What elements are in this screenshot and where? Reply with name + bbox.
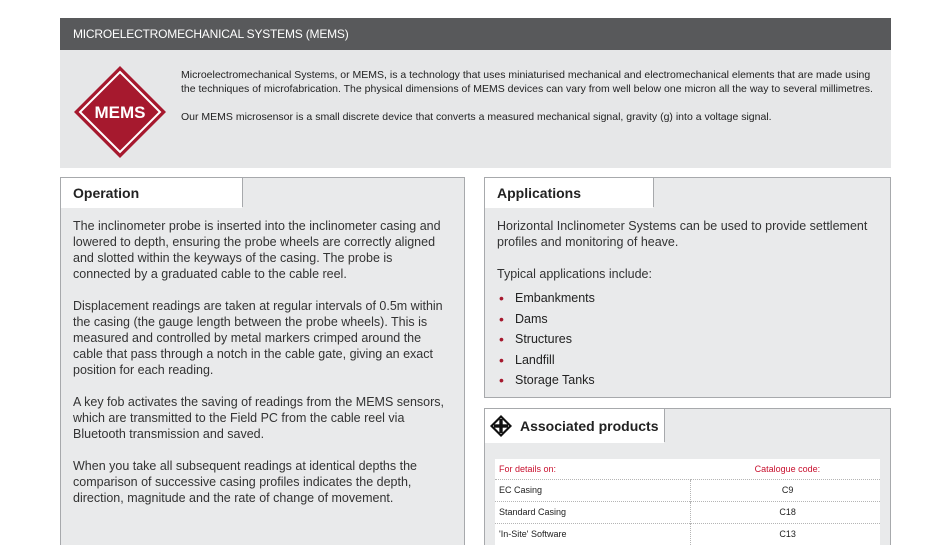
associated-heading-label: Associated products: [520, 418, 659, 434]
table-row: [495, 523, 880, 545]
list-item: • Dams: [497, 309, 889, 330]
catalogue-code: C9: [691, 479, 880, 501]
banner-title: MICROELECTROMECHANICAL SYSTEMS (MEMS): [60, 18, 891, 50]
bullet-icon: •: [499, 331, 504, 347]
catalogue-code: C13: [691, 523, 880, 545]
product-name: EC Casing: [495, 479, 691, 501]
operation-body: [73, 218, 453, 522]
associated-heading: [484, 408, 665, 442]
operation-paragraph: Displacement readings are taken at regular intervals of 0.5m within the casing (the gauge length between the probe wheels). This is measured and controlled by metal markers crimped around the cable that pass through a notch in the cable gate, giving an exact position for each reading.: [73, 299, 443, 377]
applications-intro: Horizontal Inclinometer Systems can be used to provide settlement profiles and monitoring of heave.: [497, 219, 868, 249]
table-row: [495, 501, 880, 523]
mems-logo-icon: [72, 64, 168, 160]
product-name: 'In-Site' Software: [495, 523, 691, 545]
banner-paragraph: Our MEMS microsensor is a small discrete device that converts a measured mechanical signal, gravity (g) into a voltage signal.: [181, 111, 772, 123]
column-header-details: For details on:: [495, 459, 691, 479]
bullet-icon: •: [499, 310, 504, 327]
applications-list: [497, 288, 889, 391]
bullet-icon: •: [499, 372, 504, 388]
operation-paragraph: When you take all subsequent readings at identical depths the comparison of successive casing profiles indicates the depth, direction, magnitude and the rate of change of movement.: [73, 459, 417, 505]
table-row: [495, 479, 880, 501]
list-item: • Landfill: [497, 350, 889, 371]
operation-card: [60, 177, 465, 545]
applications-body: [497, 218, 889, 391]
banner-paragraph: Microelectromechanical Systems, or MEMS, is a technology that uses miniaturised mechanical and electromechanical elements that are made using the techniques of microfabrication. The physical dimensions of MEMS devices can vary from well below one micron all the way to several millimetres.: [181, 69, 873, 95]
list-item: • Storage Tanks: [497, 370, 889, 391]
mems-logo-text: MEMS: [94, 103, 146, 122]
catalogue-code: C18: [691, 501, 880, 523]
operation-paragraph: The inclinometer probe is inserted into the inclinometer casing and lowered to depth, ensuring the probe wheels are correctly aligned and slotted within the keyways of the casing. The probe is connected by a graduated cable to the cable reel.: [73, 219, 441, 281]
banner-body: [181, 68, 881, 138]
associated-products-table: [495, 459, 880, 545]
operation-paragraph: A key fob activates the saving of readings from the MEMS sensors, which are transmitted to the Field PC from the cable reel via Bluetooth transmission and saved.: [73, 395, 445, 441]
operation-heading: Operation: [60, 177, 243, 207]
mems-banner: [60, 18, 891, 168]
column-header-code: Catalogue code:: [691, 459, 880, 479]
page: [50, 8, 901, 545]
product-name: Standard Casing: [495, 501, 691, 523]
associated-products-card: [484, 408, 891, 545]
list-item: • Embankments: [497, 288, 889, 309]
bullet-icon: •: [499, 290, 504, 306]
four-way-arrow-icon: [489, 414, 513, 438]
applications-list-intro: Typical applications include:: [497, 267, 652, 281]
applications-heading: Applications: [484, 177, 654, 207]
bullet-icon: •: [499, 351, 504, 368]
applications-card: [484, 177, 891, 398]
list-item: • Structures: [497, 329, 889, 350]
